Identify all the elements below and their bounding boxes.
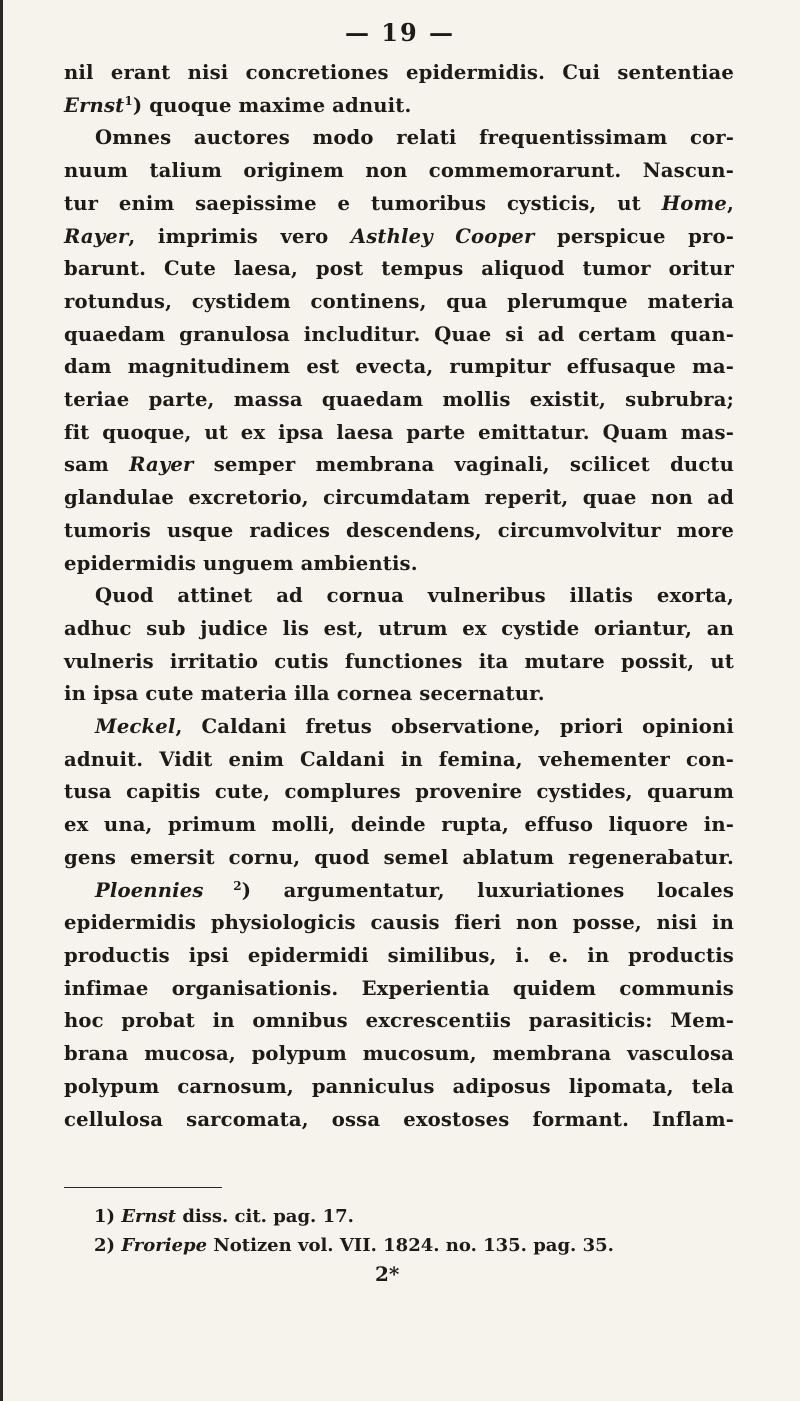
text-segment: adnuit. Vidit enim Caldani in femina, vehementer con-	[64, 747, 734, 771]
footnotes	[94, 1202, 734, 1260]
text-line	[64, 188, 734, 221]
text-line	[64, 940, 734, 973]
text-line	[64, 90, 734, 123]
footnote-rule	[64, 1187, 222, 1188]
text-line	[64, 286, 734, 319]
text-segment: gens emersit cornu, quod semel ablatum regenerabatur.	[64, 845, 734, 869]
text-line	[64, 907, 734, 940]
footnote	[94, 1231, 734, 1260]
text-segment: rotundus, cystidem continens, qua plerumque materia	[64, 289, 734, 313]
text-segment: vulneris irritatio cutis functiones ita mutare possit, ut	[64, 649, 734, 673]
text-segment: tusa capitis cute, complures provenire cystides, quarum	[64, 780, 734, 804]
page-edge	[0, 0, 3, 1401]
text-segment: brana mucosa, polypum mucosum, membrana vasculosa	[64, 1042, 734, 1066]
text-segment: nil erant nisi concretiones epidermidis. Cui sententiae	[64, 61, 734, 84]
page-number: — 19 —	[344, 18, 456, 47]
text-segment: cellulosa sarcomata, ossa exostoses formant. Inflam-	[64, 1107, 734, 1131]
signature-mark: 2*	[375, 1262, 400, 1286]
author-name: Meckel	[95, 715, 176, 739]
text-line	[64, 384, 734, 417]
text-segment: adhuc sub judice lis est, utrum ex cystide oriantur, an	[64, 616, 734, 640]
text-line	[64, 548, 734, 581]
text-segment: semper membrana vaginali, scilicet ductu	[193, 453, 734, 477]
author-name: Ploennies	[95, 878, 204, 902]
text-segment: Omnes auctores modo relati frequentissimam cor-	[95, 126, 734, 150]
text-segment: tumoris usque radices descendens, circumvolvitur more	[64, 518, 734, 542]
text-line	[64, 842, 734, 875]
text-segment: in ipsa cute materia illa cornea secernatur.	[64, 682, 545, 706]
text-segment: dam magnitudinem est evecta, rumpitur effusaque ma-	[64, 355, 734, 379]
text-line	[64, 57, 734, 90]
text-segment: quaedam granulosa includitur. Quae si ad certam quan-	[64, 322, 734, 346]
text-segment: glandulae excretorio, circumdatam reperit, quae non ad	[64, 486, 734, 510]
footnote-ref: 1	[124, 93, 133, 108]
text-line	[64, 580, 734, 613]
text-segment: productis ipsi epidermidi similibus, i. e. in productis	[64, 943, 734, 967]
text-segment: teriae parte, massa quaedam mollis existit, subrubra;	[64, 388, 734, 412]
text-segment: 2)	[94, 1235, 122, 1256]
text-line	[64, 122, 734, 155]
text-line	[64, 1071, 734, 1104]
footnote-ref: 2	[203, 878, 242, 893]
author-name: Home	[661, 191, 728, 215]
author-name: Ernst	[64, 93, 125, 117]
text-line	[64, 155, 734, 188]
text-segment: polypum carnosum, panniculus adiposus lipomata, tela	[64, 1074, 734, 1098]
text-segment: hoc probat in omnibus excrescentiis parasiticis: Mem-	[64, 1009, 734, 1033]
text-segment: ,	[727, 191, 734, 215]
text-line	[64, 1005, 734, 1038]
text-segment: epidermidis physiologicis causis fieri non posse, nisi in	[64, 911, 734, 935]
text-segment: , Caldani fretus observatione, priori opinioni	[175, 715, 734, 739]
text-segment: tur enim saepissime e tumoribus cysticis, ut	[64, 191, 662, 215]
author-name: Ernst	[121, 1206, 177, 1227]
text-segment: infimae organisationis. Experientia quidem communis	[64, 976, 734, 1000]
text-segment: fit quoque, ut ex ipsa laesa parte emittatur. Quam mas-	[64, 420, 734, 444]
text-line	[64, 776, 734, 809]
text-line	[64, 351, 734, 384]
text-segment: epidermidis unguem ambientis.	[64, 551, 418, 575]
author-name: Rayer	[64, 224, 129, 248]
text-segment: , imprimis vero	[128, 224, 351, 248]
text-line	[64, 875, 734, 908]
text-line	[64, 515, 734, 548]
text-segment: diss. cit. pag. 17.	[176, 1206, 354, 1227]
text-segment: ex una, primum molli, deinde rupta, effuso liquore in-	[64, 813, 734, 837]
text-line	[64, 711, 734, 744]
text-segment: barunt. Cute laesa, post tempus aliquod tumor oritur	[64, 257, 734, 281]
text-line	[64, 417, 734, 450]
text-line	[64, 1038, 734, 1071]
text-line	[64, 221, 734, 254]
text-segment: Notizen vol. VII. 1824. no. 135. pag. 35.	[207, 1235, 614, 1256]
text-segment: ) argumentatur, luxuriationes locales	[241, 878, 734, 902]
text-segment: Quod attinet ad cornua vulneribus illatis exorta,	[95, 584, 734, 608]
footnote	[94, 1202, 734, 1231]
text-line	[64, 613, 734, 646]
text-line	[64, 1104, 734, 1137]
text-line	[64, 319, 734, 352]
text-line	[64, 482, 734, 515]
text-line	[64, 646, 734, 679]
text-segment: perspicue pro-	[534, 224, 734, 248]
text-line	[64, 744, 734, 777]
text-segment: sam	[64, 453, 130, 477]
author-name: Rayer	[129, 453, 194, 477]
text-line	[64, 253, 734, 286]
text-line	[64, 973, 734, 1006]
text-segment: 1)	[94, 1206, 122, 1227]
author-name: Froriepe	[121, 1235, 208, 1256]
body-text	[64, 57, 734, 1136]
text-segment: ) quoque maxime adnuit.	[132, 93, 412, 117]
text-line	[64, 809, 734, 842]
text-line	[64, 678, 734, 711]
text-segment: nuum talium originem non commemorarunt. Nascun-	[64, 159, 734, 183]
author-name: Asthley Cooper	[350, 224, 535, 248]
text-line	[64, 449, 734, 482]
